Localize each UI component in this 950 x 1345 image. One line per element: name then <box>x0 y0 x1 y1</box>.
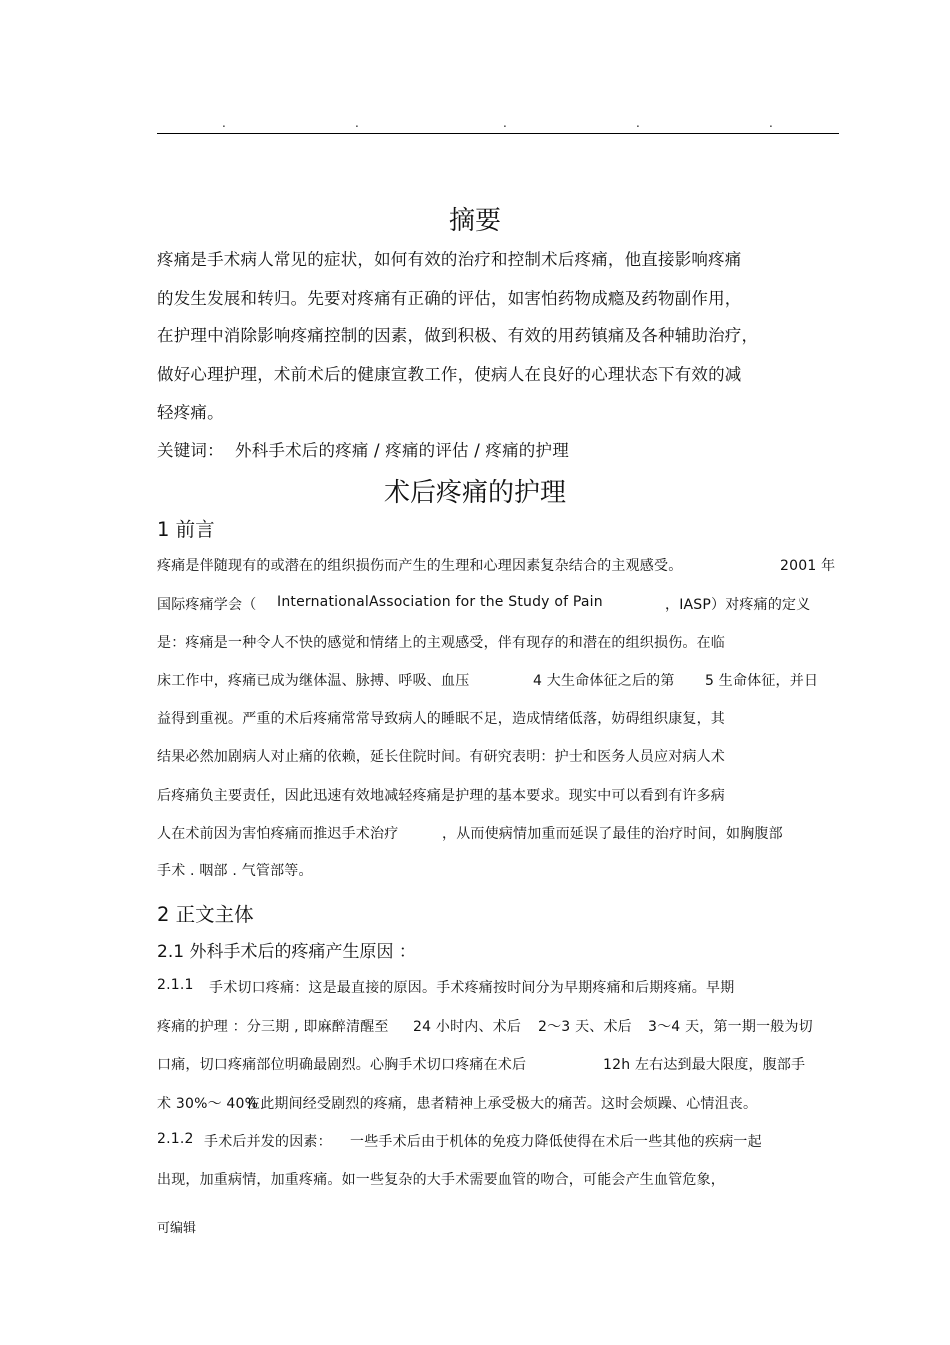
abstract-title: 摘要 <box>448 206 501 236</box>
paragraph-line: ，IASP）对疼痛的定义 <box>665 597 811 613</box>
subsection-heading: 2.1 外科手术后的疼痛产生原因 ： <box>157 942 416 962</box>
paragraph-number: 2.1.1 <box>157 977 194 993</box>
main-title: 术后疼痛的护理 <box>383 478 566 508</box>
header-dot: . <box>222 116 226 130</box>
abstract-line: 做好心理护理，术前术后的健康宣教工作，使病人在良好的心理状态下有效的减 <box>157 365 742 384</box>
paragraph-line: 5 生命体征，并日 <box>705 673 819 689</box>
abstract-line: 轻疼痛。 <box>157 403 224 422</box>
header-dot: . <box>355 116 359 130</box>
paragraph-line: 在此期间经受剧烈的疼痛，患者精神上承受极大的痛苦。这时会烦躁、心情沮丧。 <box>246 1096 758 1112</box>
header-rule <box>157 133 839 134</box>
paragraph-line: 12h 左右达到最大限度，腹部手 <box>603 1057 806 1073</box>
paragraph-line: 国际疼痛学会（ <box>157 597 257 613</box>
paragraph-line: 后疼痛负主要责任，因此迅速有效地减轻疼痛是护理的基本要求。现实中可以看到有许多病 <box>157 788 725 804</box>
paragraph-line: 手术切口疼痛：这是最直接的原因。手术疼痛按时间分为早期疼痛和后期疼痛。早期 <box>209 980 735 996</box>
paragraph-line: 3～4 天，第一期一般为切 <box>648 1019 813 1035</box>
section-heading: 1 前言 <box>157 518 215 541</box>
paragraph-line: 2～3 天、术后 <box>538 1019 632 1035</box>
header-dot: . <box>636 116 640 130</box>
paragraph-line: 口痛，切口疼痛部位明确最剧烈。心胸手术切口疼痛在术后 <box>157 1057 527 1073</box>
paragraph-line: 24 小时内、术后 <box>413 1019 522 1035</box>
footer-text: 可编辑 <box>157 1221 197 1236</box>
abstract-line: 疼痛是手术病人常见的症状，如何有效的治疗和控制术后疼痛，他直接影响疼痛 <box>157 250 742 269</box>
paragraph-line: 手术 . 咽部 . 气管部等。 <box>157 863 313 879</box>
header-dot: . <box>503 116 507 130</box>
paragraph-line: 疼痛是伴随现有的或潜在的组织损伤而产生的生理和心理因素复杂结合的主观感受。 <box>157 558 683 574</box>
paragraph-line: 益得到重视。严重的术后疼痛常常导致病人的睡眠不足，造成情绪低落，妨碍组织康复，其 <box>157 711 725 727</box>
keywords-label: 关键词： <box>157 441 224 460</box>
abstract-line: 在护理中消除影响疼痛控制的因素，做到积极、有效的用药镇痛及各种辅助治疗， <box>157 326 759 345</box>
paragraph-line: 是：疼痛是一种令人不快的感觉和情绪上的主观感受，伴有现存的和潜在的组织损伤。在临 <box>157 635 725 651</box>
paragraph-line: 术 30%～ 40% <box>157 1096 259 1112</box>
paragraph-line: 人在术前因为害怕疼痛而推迟手术治疗 <box>157 826 399 842</box>
header-dot: . <box>769 116 773 130</box>
paragraph-line: 一些手术后由于机体的免疫力降低使得在术后一些其他的疾病一起 <box>350 1134 762 1150</box>
paragraph-line: 疼痛的护理 ：分三期 , 即麻醉清醒至 <box>157 1019 389 1035</box>
abstract-line: 的发生发展和转归。先要对疼痛有正确的评估，如害怕药物成瘾及药物副作用， <box>157 289 742 308</box>
section-heading: 2 正文主体 <box>157 903 254 926</box>
paragraph-number: 2.1.2 <box>157 1131 194 1147</box>
paragraph-line: 结果必然加剧病人对止痛的依赖，延长住院时间。有研究表明：护士和医务人员应对病人术 <box>157 749 725 765</box>
paragraph-line: 2001 年 <box>780 558 836 574</box>
paragraph-line: 床工作中，疼痛已成为继体温、脉搏、呼吸、血压 <box>157 673 470 689</box>
paragraph-line: ，从而使病情加重而延误了最佳的治疗时间，如胸腹部 <box>442 826 783 842</box>
paragraph-line: InternationalAssociation for the Study of Pain <box>277 594 603 610</box>
keywords: 外科手术后的疼痛 / 疼痛的评估 / 疼痛的护理 <box>235 441 569 460</box>
paragraph-line: 4 大生命体征之后的第 <box>533 673 675 689</box>
paragraph-line: 出现，加重病情，加重疼痛。如一些复杂的大手术需要血管的吻合，可能会产生血管危象， <box>157 1172 725 1188</box>
paragraph-line: 手术后并发的因素： <box>204 1134 332 1150</box>
